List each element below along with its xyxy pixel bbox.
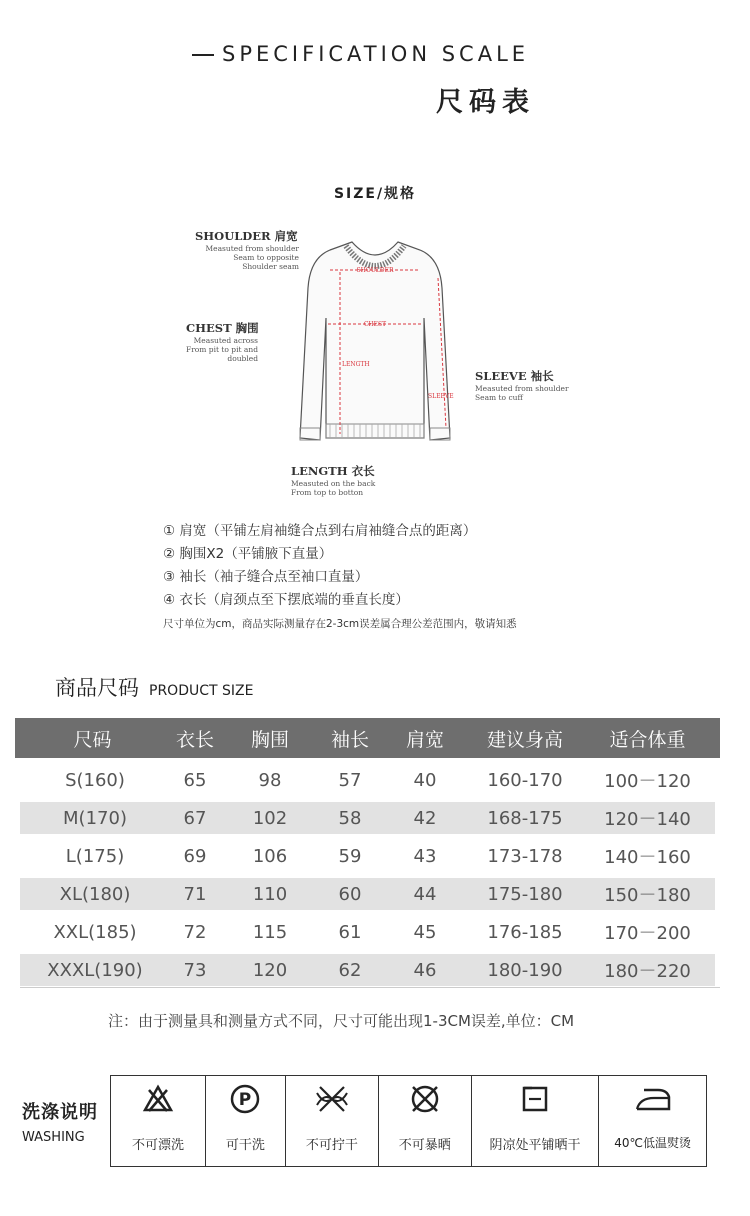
- shoulder-sub2: Seam to opposite: [233, 253, 299, 262]
- table-bottom-rule: [20, 987, 720, 988]
- table-row: [20, 878, 715, 910]
- shade-flat-dry-icon: [520, 1076, 550, 1122]
- cell-size: S(160): [65, 769, 125, 791]
- product-size-title-cn: 商品尺码: [55, 676, 139, 700]
- cell-height: 173-178: [487, 845, 563, 867]
- cell-chest: 115: [252, 921, 288, 943]
- sleeve-annotation: [475, 368, 569, 402]
- cell-length: 65: [183, 769, 207, 791]
- length-sub2: From top to botton: [291, 488, 364, 497]
- cell-shoulder: 42: [413, 807, 437, 829]
- product-size-title: [55, 672, 253, 702]
- cell-size: XL(180): [59, 883, 131, 905]
- no-bleach-icon: [142, 1076, 174, 1122]
- cell-weight: 100－120: [604, 771, 691, 792]
- wash-item-no-bleach: [110, 1076, 205, 1166]
- header-sleeve: 袖长: [330, 728, 369, 751]
- cell-shoulder: 43: [413, 845, 437, 867]
- shoulder-tag: SHOULDER: [356, 267, 394, 274]
- spec-title-en: [192, 42, 529, 66]
- cell-chest: 102: [252, 807, 288, 829]
- no-wring-icon: [314, 1076, 350, 1122]
- spec-title-cn: 尺码表: [436, 87, 535, 118]
- header-length: 衣长: [175, 728, 214, 751]
- sleeve-tag: SLEEVE: [428, 393, 454, 400]
- cell-length: 72: [183, 921, 207, 943]
- washing-title-en: WASHING: [22, 1130, 85, 1145]
- note-chest: ② 胸围X2（平铺腋下直量）: [163, 546, 333, 562]
- measurement-notes: [163, 520, 623, 631]
- cell-size: XXXL(190): [47, 959, 143, 981]
- cell-weight: 150－180: [604, 885, 691, 906]
- header-size: 尺码: [73, 728, 112, 751]
- wash-label-no-sun-dry: 不可暴晒: [398, 1138, 451, 1153]
- wash-label-no-bleach: 不可漂洗: [131, 1138, 184, 1153]
- note-length: ④ 衣长（肩颈点至下摆底端的垂直长度）: [163, 592, 409, 608]
- wash-label-low-iron: 40℃低温熨烫: [614, 1136, 691, 1150]
- length-head: LENGTH 衣长: [291, 464, 375, 478]
- sweater-diagram: [290, 238, 460, 460]
- wash-label-shade-flat-dry: 阴凉处平铺晒干: [489, 1138, 581, 1153]
- cell-shoulder: 45: [413, 921, 437, 943]
- note-shoulder: ① 肩宽（平铺左肩袖缝合点到右肩袖缝合点的距离）: [163, 523, 477, 539]
- shoulder-head: SHOULDER 肩宽: [195, 229, 298, 243]
- cell-sleeve: 61: [338, 921, 362, 943]
- cell-height: 176-185: [487, 921, 563, 943]
- cell-weight: 140－160: [604, 847, 691, 868]
- cell-shoulder: 40: [413, 769, 437, 791]
- header-chest: 胸围: [250, 728, 289, 751]
- table-row: [20, 764, 715, 796]
- sleeve-sub1: Measuted from shoulder: [475, 384, 569, 393]
- cell-height: 175-180: [487, 883, 563, 905]
- cell-shoulder: 46: [413, 959, 437, 981]
- title-en-text: SPECIFICATION SCALE: [222, 42, 530, 66]
- size-label: SIZE/规格: [333, 186, 417, 202]
- washing-grid: [110, 1075, 707, 1167]
- svg-text:P: P: [239, 1090, 252, 1110]
- cell-chest: 110: [252, 883, 288, 905]
- cell-size: M(170): [63, 807, 127, 829]
- washing-label: [22, 1098, 98, 1145]
- cell-chest: 106: [252, 845, 288, 867]
- wash-item-dry-clean: [205, 1076, 285, 1166]
- header-shoulder: 肩宽: [405, 728, 444, 751]
- wash-item-shade-flat-dry: [471, 1076, 599, 1166]
- chest-sub1: Measuted across: [193, 336, 258, 345]
- cell-height: 168-175: [487, 807, 563, 829]
- shoulder-annotation: [195, 228, 299, 271]
- cell-height: 160-170: [487, 769, 563, 791]
- cell-height: 180-190: [487, 959, 563, 981]
- table-header: [15, 718, 720, 758]
- cell-sleeve: 57: [338, 769, 362, 791]
- cell-sleeve: 58: [338, 807, 362, 829]
- cell-length: 73: [183, 959, 207, 981]
- chest-head: CHEST 胸围: [186, 321, 259, 335]
- cell-sleeve: 59: [338, 845, 362, 867]
- cell-chest: 120: [252, 959, 288, 981]
- wash-item-low-iron: [598, 1076, 707, 1166]
- length-tag: LENGTH: [342, 361, 370, 368]
- table-row: [20, 840, 715, 872]
- table-row: [20, 916, 715, 948]
- chest-annotation: [156, 320, 259, 363]
- title-dash: [192, 54, 214, 56]
- cell-sleeve: 60: [338, 883, 362, 905]
- cell-chest: 98: [258, 769, 282, 791]
- wash-item-no-sun-dry: [378, 1076, 471, 1166]
- shoulder-sub1: Measuted from shoulder: [205, 244, 299, 253]
- product-size-title-en: PRODUCT SIZE: [149, 683, 254, 699]
- cell-weight: 180－220: [604, 961, 691, 982]
- cell-size: XXL(185): [53, 921, 137, 943]
- wash-label-dry-clean: 可干洗: [225, 1138, 265, 1153]
- cell-length: 69: [183, 845, 207, 867]
- size-table: [15, 718, 720, 986]
- cell-length: 71: [183, 883, 207, 905]
- cell-weight: 120－140: [604, 809, 691, 830]
- cell-sleeve: 62: [338, 959, 362, 981]
- shoulder-sub3: Shoulder seam: [242, 262, 299, 271]
- length-annotation: [291, 463, 375, 497]
- sleeve-sub2: Seam to cuff: [475, 393, 523, 402]
- chest-tag: CHEST: [363, 321, 387, 328]
- wash-item-no-wring: [285, 1076, 378, 1166]
- header-weight: 适合体重: [609, 728, 686, 751]
- cell-length: 67: [183, 807, 207, 829]
- wash-label-no-wring: 不可拧干: [305, 1138, 358, 1153]
- cell-size: L(175): [65, 845, 125, 867]
- cell-weight: 170－200: [604, 923, 691, 944]
- low-iron-icon: [634, 1076, 672, 1122]
- table-row: [20, 802, 715, 834]
- washing-title-cn: 洗涤说明: [22, 1102, 98, 1123]
- measurement-disclaimer: 尺寸单位为cm，商品实际测量存在2-3cm误差属合理公差范围内，敬请知悉: [163, 618, 517, 630]
- sleeve-head: SLEEVE 袖长: [475, 369, 554, 383]
- size-footnote: 注：由于测量具和测量方式不同，尺寸可能出现1-3CM误差,单位：CM: [108, 1012, 575, 1030]
- note-sleeve: ③ 袖长（袖子缝合点至袖口直量）: [163, 569, 369, 585]
- chest-sub2: From pit to pit and doubled: [185, 345, 258, 363]
- length-sub1: Measuted on the back: [291, 479, 376, 488]
- header-height: 建议身高: [486, 728, 563, 751]
- no-sun-dry-icon: [409, 1076, 441, 1122]
- cell-shoulder: 44: [413, 883, 437, 905]
- dry-clean-icon: [229, 1076, 261, 1122]
- table-row: [20, 954, 715, 986]
